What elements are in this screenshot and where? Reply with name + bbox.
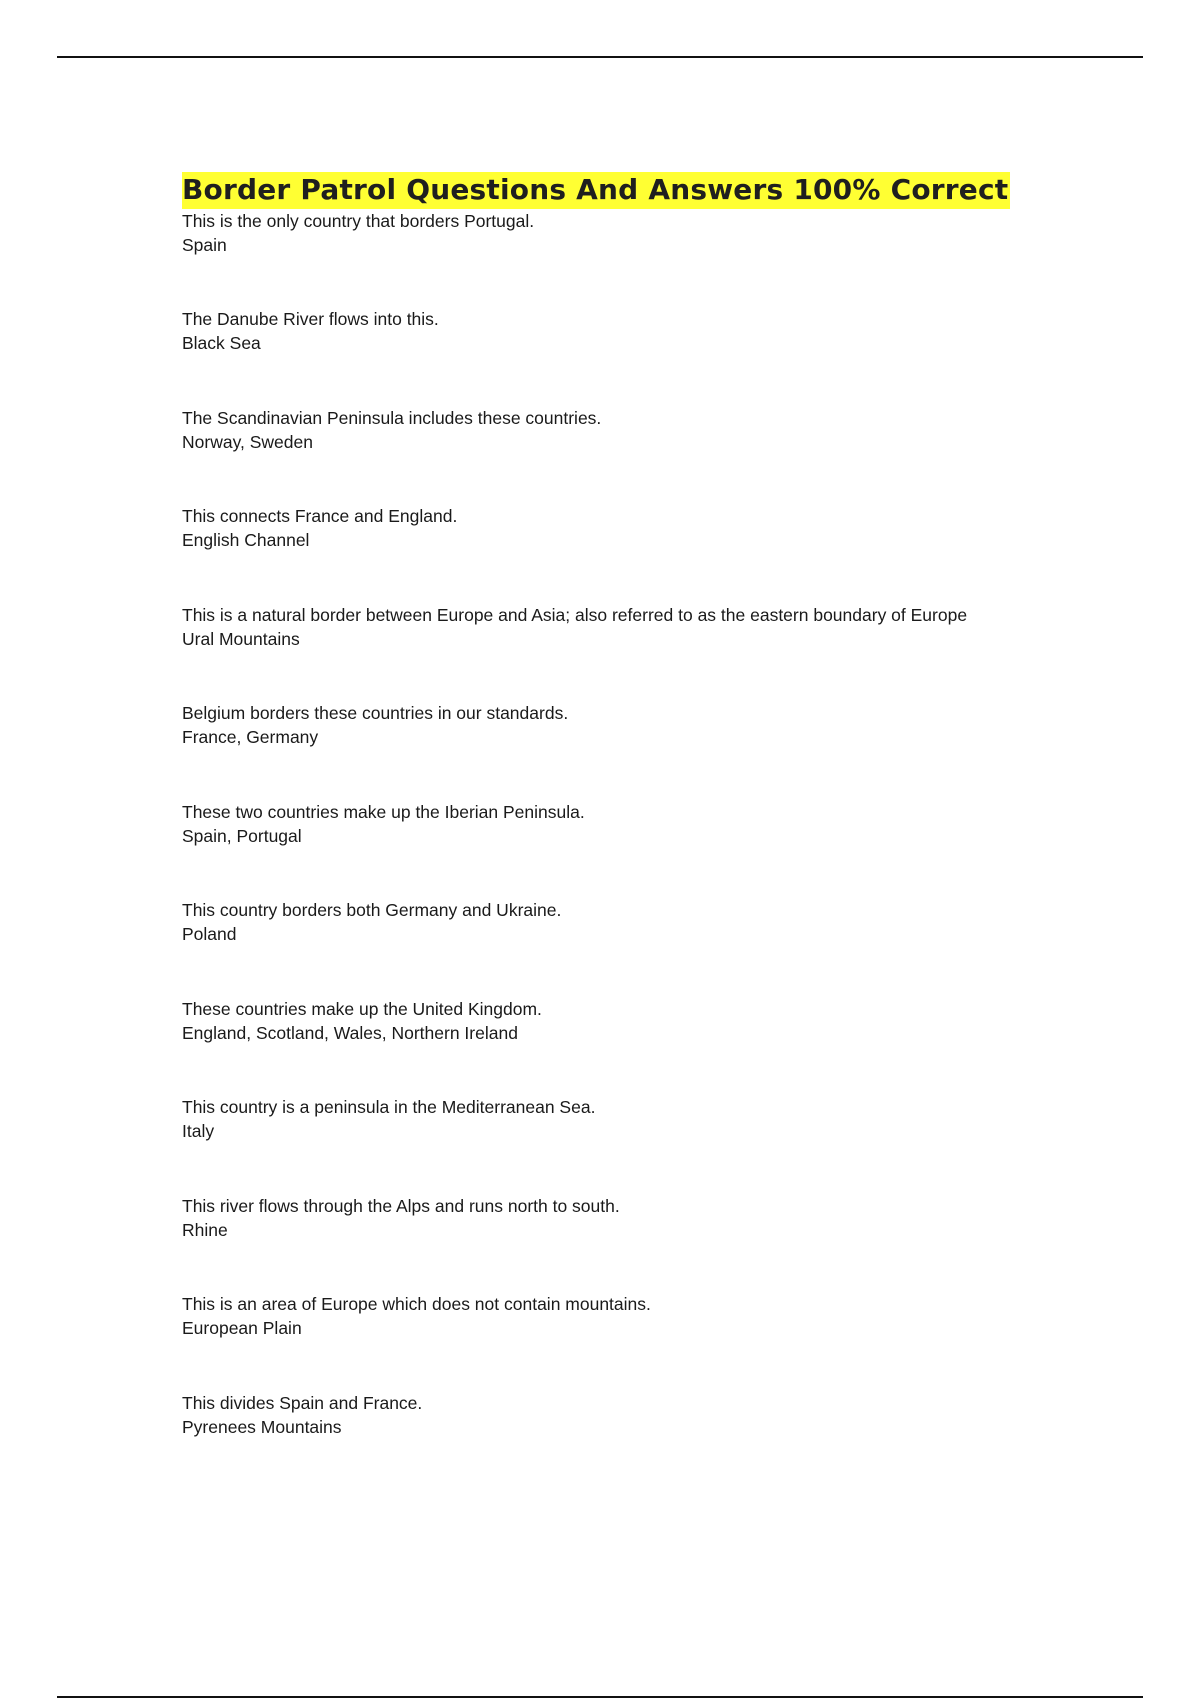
qa-item [182, 406, 1042, 505]
answer-text: England, Scotland, Wales, Northern Ireland [182, 1022, 518, 1043]
answer-text: English Channel [182, 530, 310, 550]
question-text: These countries make up the United Kingdom. [182, 998, 542, 1019]
answer-text: Pyrenees Mountains [182, 1416, 342, 1437]
answer-text: Norway, Sweden [182, 431, 313, 452]
question-text: This country borders both Germany and Ukraine. [182, 900, 562, 920]
footer-rule [57, 1696, 1143, 1698]
answer-text: Spain, Portugal [182, 825, 302, 846]
qa-item [182, 800, 1042, 899]
question-text: This connects France and England. [182, 506, 458, 526]
header-rule [57, 56, 1143, 58]
qa-item [182, 209, 1042, 307]
question-text: This divides Spain and France. [182, 1392, 423, 1413]
document-title: Border Patrol Questions And Answers 100% Correct [182, 172, 1010, 209]
question-text: The Scandinavian Peninsula includes these countries. [182, 407, 602, 428]
question-text: The Danube River flows into this. [182, 309, 439, 329]
question-text: This is an area of Europe which does not contain mountains. [182, 1294, 651, 1314]
question-text: This country is a peninsula in the Mediterranean Sea. [182, 1097, 596, 1117]
answer-text: European Plain [182, 1318, 302, 1338]
question-text: This is a natural border between Europe and Asia; also referred to as the eastern boundary of Europe [182, 604, 968, 625]
qa-item [182, 1292, 1042, 1391]
qa-item [182, 603, 1042, 702]
qa-item [182, 1391, 1042, 1490]
answer-text: Italy [182, 1121, 215, 1141]
document-body [182, 172, 1042, 1489]
qa-item [182, 701, 1042, 800]
qa-list [182, 209, 1042, 1489]
qa-item [182, 1095, 1042, 1194]
qa-item [182, 307, 1042, 406]
answer-text: Black Sea [182, 333, 261, 353]
qa-item [182, 1194, 1042, 1293]
answer-text: Ural Mountains [182, 628, 300, 649]
qa-item [182, 898, 1042, 997]
question-text: These two countries make up the Iberian Peninsula. [182, 801, 585, 822]
question-text: This river flows through the Alps and runs north to south. [182, 1195, 620, 1216]
answer-text: Poland [182, 924, 237, 944]
qa-item [182, 997, 1042, 1096]
answer-text: Spain [182, 235, 227, 255]
qa-item [182, 504, 1042, 603]
question-text: This is the only country that borders Portugal. [182, 211, 535, 231]
answer-text: France, Germany [182, 727, 319, 747]
question-text: Belgium borders these countries in our standards. [182, 703, 569, 723]
answer-text: Rhine [182, 1219, 228, 1240]
